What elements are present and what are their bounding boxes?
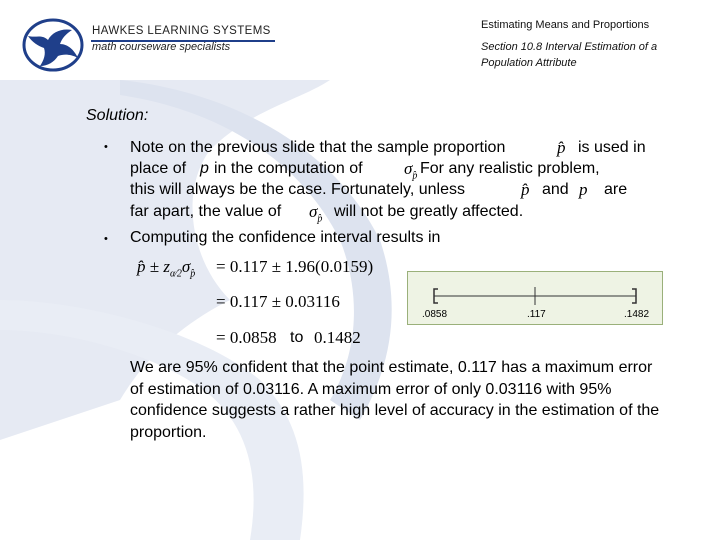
bullet1-line2-end: For any realistic problem, (420, 160, 600, 177)
bullet1-line4-text: far apart, the value of (130, 203, 282, 220)
bullet1-line2-text: place of (130, 160, 187, 177)
interval-lower-label: .0858 (422, 309, 448, 320)
bullet-marker: • (104, 233, 108, 245)
hawk-logo-icon (22, 18, 84, 72)
bullet1-line4-end: will not be greatly affected. (334, 203, 524, 220)
equation-line-3-left: = 0.0858 (216, 328, 277, 347)
bullet1-line1-end: is used in (578, 139, 646, 156)
course-title: Estimating Means and Proportions (481, 19, 650, 31)
bullet1-line3-text: this will always be the case. Fortunately, unless (130, 181, 465, 198)
interval-upper-label: .1482 (624, 309, 650, 320)
conclusion-paragraph: We are 95% confident that the point estimate, 0.117 has a maximum error of estimation of 0.03116. A maximum error of only 0.03116 with 95% confidence suggests a rather high level of accuracy in the estimation of the proportion. (130, 359, 660, 441)
equation-line-2: = 0.117 ± 0.03116 (216, 292, 340, 311)
variable-p-symbol: p (579, 180, 588, 199)
bullet-marker: • (104, 141, 108, 153)
bullet1-line3-and: and (542, 181, 569, 198)
ci-formula-lhs: p̂ ± $z_{\alpha⁄2}\sigma_{p̂}$ (137, 257, 196, 280)
solution-heading: Solution: (86, 107, 149, 124)
equation-line-3-to: to (290, 329, 304, 346)
equation-line-1: = 0.117 ± 1.96(0.0159) (216, 257, 374, 276)
bullet2-text: Computing the confidence interval results in (130, 229, 441, 246)
variable-p: p (200, 160, 209, 177)
brand-title: HAWKES LEARNING SYSTEMS (92, 25, 271, 37)
interval-graphic (407, 271, 663, 325)
bullet1-line3-end: are (604, 181, 628, 198)
p-hat-symbol: p̂ (557, 138, 566, 157)
p-hat-symbol: p̂ (521, 180, 530, 199)
brand-subtitle: math courseware specialists (92, 41, 231, 53)
section-title: Section 10.8 Interval Estimation of a Population Attribute (481, 41, 658, 69)
bullet1-line2-mid: in the computation of (214, 160, 363, 177)
sigma-p-hat-symbol: $\sigma_{p̂}$ (309, 202, 323, 225)
interval-center-label: .117 (527, 309, 546, 320)
equation-line-3-right: 0.1482 (314, 328, 361, 347)
sigma-p-hat-symbol: $\sigma_{p̂}$ (404, 159, 418, 182)
bullet1-line1-text: Note on the previous slide that the sample proportion (130, 139, 506, 156)
